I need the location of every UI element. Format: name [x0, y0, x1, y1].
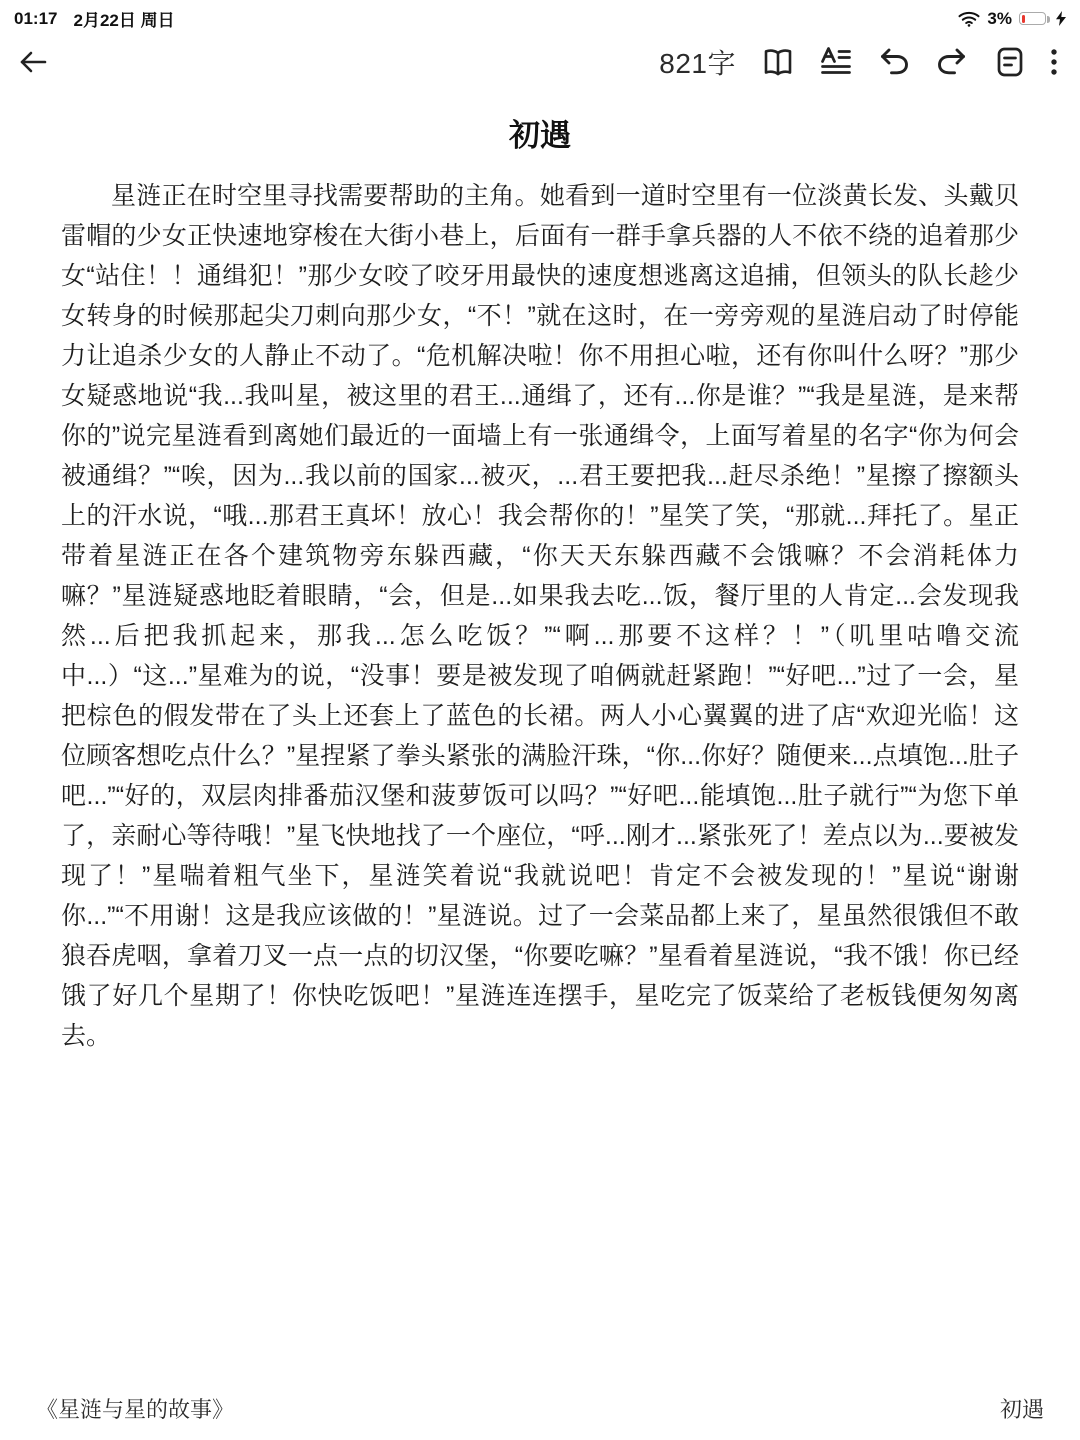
text-format-button[interactable] [818, 44, 854, 80]
undo-button[interactable] [876, 44, 912, 80]
undo-icon [876, 45, 912, 79]
status-time: 01:17 [14, 8, 58, 28]
footer-chapter-title: 初遇 [999, 1397, 1044, 1422]
text-format-icon [818, 45, 854, 79]
status-date: 2月22日 周日 [73, 11, 175, 30]
charging-bolt-icon [1056, 11, 1066, 26]
page-footer [0, 1393, 1080, 1424]
redo-icon [934, 45, 970, 79]
toolbar [0, 30, 1080, 86]
back-arrow-icon [16, 46, 50, 78]
open-book-icon [760, 45, 796, 79]
page-title: 初遇 [509, 118, 571, 153]
reader-mode-button[interactable] [760, 44, 796, 80]
outline-button[interactable] [992, 44, 1028, 80]
document-body-text[interactable]: 星涟正在时空里寻找需要帮助的主角。她看到一道时空里有一位淡黄长发、头戴贝雷帽的少女正快速地穿梭在大街小巷上，后面有一群手拿兵器的人不依不绕的追着那少女“站住！！通缉犯！”那少女咬了咬牙用最快的速度想逃离这追捕，但领头的队长趁少女转身的时候那起尖刀刺向那少女，“不！”就在这时，在一旁旁观的星涟启动了时停能力让追杀少女的人静止不动了。“危机解决啦！你不用担心啦，还有你叫什么呀？”那少女疑惑地说“我...我叫星，被这里的君王...通缉了，还有...你是谁？”“我是星涟，是来帮你的”说完星涟看到离她们最近的一面墙上有一张通缉令，上面写着星的名字“你为何会被通缉？”“唉，因为...我以前的国家...被灭，...君王要把我...赶尽杀绝！”星擦了擦额头上的汗水说，“哦...那君王真坏！放心！我会帮你的！”星笑了笑，“那就...拜托了。星正带着星涟正在各个建筑物旁东躲西藏，“你天天东躲西藏不会饿嘛？不会消耗体力嘛？”星涟疑惑地眨着眼睛，“会，但是...如果我去吃...饭，餐厅里的人肯定...会发现我然...后把我抓起来，那我...怎么吃饭？”“啊...那要不这样？！”（叽里咕噜交流中...）“这...”星难为的说，“没事！要是被发现了咱俩就赶紧跑！”“好吧...”过了一会，星把棕色的假发带在了头上还套上了蓝色的长裙。两人小心翼翼的进了店“欢迎光临！这位顾客想吃点什么？”星捏紧了拳头紧张的满脸汗珠，“你...你好？随便来...点填饱...肚子吧...”“好的，双层肉排番茄汉堡和菠萝饭可以吗？”“好吧...能填饱...肚子就行”“为您下单了，亲耐心等待哦！”星飞快地找了一个座位，“呼...刚才...紧张死了！差点以为...要被发现了！”星喘着粗气坐下，星涟笑着说“我就说吧！肯定不会被发现的！”星说“谢谢你...”“不用谢！这是我应该做的！”星涟说。过了一会菜品都上来了，星虽然很饿但不敢狼吞虎咽，拿着刀叉一点一点的切汉堡，“你要吃嘛？”星看着星涟说，“我不饿！你已经饿了好几个星期了！你快吃饭吧！”星涟连连摆手，星吃完了饭菜给了老板钱便匆匆离去。 [61, 182, 1019, 1050]
status-bar [0, 0, 1080, 30]
back-button[interactable] [16, 44, 50, 80]
footer-book-title: 《星涟与星的故事》 [36, 1397, 235, 1422]
more-menu-button[interactable] [1050, 44, 1058, 80]
redo-button[interactable] [934, 44, 970, 80]
wifi-icon [958, 11, 980, 27]
kebab-menu-icon [1050, 45, 1058, 79]
document-outline-icon [992, 45, 1028, 79]
word-count-label: 821字 [659, 48, 736, 79]
battery-percent: 3% [987, 8, 1012, 28]
battery-low-icon [1019, 12, 1046, 25]
